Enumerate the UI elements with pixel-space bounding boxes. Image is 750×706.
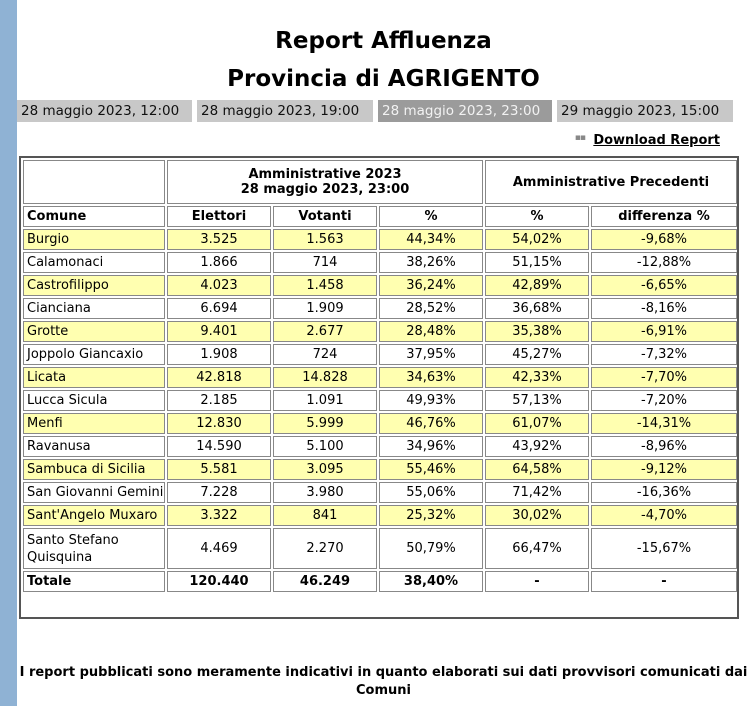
table-row — [23, 482, 737, 503]
disclaimer-text: I report pubblicati sono meramente indicativi in quanto elaborati sui dati provvisori comunicati dai Comuni — [19, 665, 748, 698]
cell-difference: -12,88% — [591, 252, 737, 273]
cell-elettori: 14.590 — [167, 436, 271, 457]
cell-comune: Castrofilippo — [23, 275, 165, 296]
download-area — [575, 133, 720, 148]
download-report-link[interactable]: Download Report — [593, 133, 720, 148]
table-column-header — [23, 206, 737, 227]
cell-comune: Calamonaci — [23, 252, 165, 273]
cell-percent-previous: 42,33% — [485, 367, 589, 388]
table-row — [23, 321, 737, 342]
cell-votanti: 2.677 — [273, 321, 377, 342]
cell-percent-previous: 36,68% — [485, 298, 589, 319]
col-votanti: Votanti — [273, 206, 377, 227]
blank-header-cell — [23, 160, 165, 204]
cell-votanti: 1.909 — [273, 298, 377, 319]
col-elettori: Elettori — [167, 206, 271, 227]
table-row — [23, 459, 737, 480]
table-row — [23, 252, 737, 273]
cell-elettori: 4.023 — [167, 275, 271, 296]
cell-votanti: 724 — [273, 344, 377, 365]
cell-percent-previous: 61,07% — [485, 413, 589, 434]
total-label: Totale — [23, 571, 165, 592]
table-row — [23, 528, 737, 569]
cell-votanti: 714 — [273, 252, 377, 273]
cell-comune: Grotte — [23, 321, 165, 342]
results-table — [21, 158, 739, 594]
cell-votanti: 1.458 — [273, 275, 377, 296]
cell-votanti: 3.980 — [273, 482, 377, 503]
table-group-header — [23, 160, 737, 204]
previous-election-header: Amministrative Precedenti — [485, 160, 737, 204]
cell-percent: 25,32% — [379, 505, 483, 526]
cell-percent: 38,26% — [379, 252, 483, 273]
results-table-frame — [19, 156, 739, 619]
cell-comune: Cianciana — [23, 298, 165, 319]
cell-difference: -6,91% — [591, 321, 737, 342]
cell-elettori: 7.228 — [167, 482, 271, 503]
cell-percent-previous: 45,27% — [485, 344, 589, 365]
cell-elettori: 2.185 — [167, 390, 271, 411]
cell-comune: Licata — [23, 367, 165, 388]
cell-votanti: 5.999 — [273, 413, 377, 434]
cell-difference: -4,70% — [591, 505, 737, 526]
table-body — [23, 229, 737, 569]
tab-23-00[interactable]: 28 maggio 2023, 23:00 — [378, 100, 552, 122]
cell-elettori: 3.525 — [167, 229, 271, 250]
col-percent-previous: % — [485, 206, 589, 227]
cell-percent-previous: 66,47% — [485, 528, 589, 569]
cell-difference: -15,67% — [591, 528, 737, 569]
cell-comune: Ravanusa — [23, 436, 165, 457]
cell-votanti: 841 — [273, 505, 377, 526]
cell-elettori: 3.322 — [167, 505, 271, 526]
cell-percent: 34,96% — [379, 436, 483, 457]
cell-percent-previous: 71,42% — [485, 482, 589, 503]
cell-elettori: 1.866 — [167, 252, 271, 273]
cell-percent-previous: 54,02% — [485, 229, 589, 250]
cell-percent: 55,46% — [379, 459, 483, 480]
table-row — [23, 390, 737, 411]
col-difference: differenza % — [591, 206, 737, 227]
cell-comune: Sambuca di Sicilia — [23, 459, 165, 480]
total-votanti: 46.249 — [273, 571, 377, 592]
table-row — [23, 229, 737, 250]
cell-difference: -8,16% — [591, 298, 737, 319]
cell-elettori: 42.818 — [167, 367, 271, 388]
cell-percent: 36,24% — [379, 275, 483, 296]
total-percent: 38,40% — [379, 571, 483, 592]
time-tabs — [17, 100, 750, 122]
current-election-header — [167, 160, 483, 204]
cell-comune: Santo Stefano Quisquina — [23, 528, 165, 569]
cell-votanti: 14.828 — [273, 367, 377, 388]
cell-votanti: 1.091 — [273, 390, 377, 411]
cell-votanti: 5.100 — [273, 436, 377, 457]
current-election-date: 28 maggio 2023, 23:00 — [240, 182, 410, 197]
cell-elettori: 4.469 — [167, 528, 271, 569]
page-title: Report Affluenza — [275, 28, 492, 54]
cell-comune: San Giovanni Gemini — [23, 482, 165, 503]
cell-elettori: 9.401 — [167, 321, 271, 342]
download-icon: ▪▪ — [574, 133, 585, 143]
cell-comune: Menfi — [23, 413, 165, 434]
cell-percent: 34,63% — [379, 367, 483, 388]
cell-difference: -8,96% — [591, 436, 737, 457]
cell-percent: 28,52% — [379, 298, 483, 319]
cell-percent: 28,48% — [379, 321, 483, 342]
total-percent-previous: - — [485, 571, 589, 592]
cell-votanti: 3.095 — [273, 459, 377, 480]
tab-12-00[interactable]: 28 maggio 2023, 12:00 — [17, 100, 192, 122]
table-row — [23, 298, 737, 319]
cell-votanti: 2.270 — [273, 528, 377, 569]
cell-difference: -14,31% — [591, 413, 737, 434]
table-row — [23, 413, 737, 434]
cell-difference: -7,20% — [591, 390, 737, 411]
tab-19-00[interactable]: 28 maggio 2023, 19:00 — [197, 100, 373, 122]
cell-percent-previous: 51,15% — [485, 252, 589, 273]
cell-percent-previous: 43,92% — [485, 436, 589, 457]
cell-difference: -9,68% — [591, 229, 737, 250]
cell-difference: -7,32% — [591, 344, 737, 365]
tab-15-00[interactable]: 29 maggio 2023, 15:00 — [557, 100, 733, 122]
cell-percent-previous: 30,02% — [485, 505, 589, 526]
col-comune: Comune — [23, 206, 165, 227]
total-difference: - — [591, 571, 737, 592]
cell-difference: -7,70% — [591, 367, 737, 388]
cell-difference: -9,12% — [591, 459, 737, 480]
cell-percent: 55,06% — [379, 482, 483, 503]
report-page — [17, 0, 750, 706]
cell-comune: Burgio — [23, 229, 165, 250]
cell-percent: 50,79% — [379, 528, 483, 569]
cell-percent: 44,34% — [379, 229, 483, 250]
cell-elettori: 12.830 — [167, 413, 271, 434]
table-row — [23, 275, 737, 296]
table-row — [23, 505, 737, 526]
cell-percent-previous: 35,38% — [485, 321, 589, 342]
cell-comune: Sant'Angelo Muxaro — [23, 505, 165, 526]
current-election-title: Amministrative 2023 — [248, 167, 402, 182]
table-row — [23, 367, 737, 388]
cell-comune: Lucca Sicula — [23, 390, 165, 411]
page-subtitle: Provincia di AGRIGENTO — [227, 66, 540, 92]
cell-percent-previous: 64,58% — [485, 459, 589, 480]
cell-percent: 46,76% — [379, 413, 483, 434]
table-row — [23, 344, 737, 365]
cell-percent-previous: 57,13% — [485, 390, 589, 411]
cell-difference: -6,65% — [591, 275, 737, 296]
left-accent-bar — [0, 0, 17, 706]
total-elettori: 120.440 — [167, 571, 271, 592]
cell-percent-previous: 42,89% — [485, 275, 589, 296]
cell-difference: -16,36% — [591, 482, 737, 503]
table-row — [23, 436, 737, 457]
cell-percent: 37,95% — [379, 344, 483, 365]
cell-elettori: 6.694 — [167, 298, 271, 319]
cell-percent: 49,93% — [379, 390, 483, 411]
cell-comune: Joppolo Giancaxio — [23, 344, 165, 365]
cell-elettori: 5.581 — [167, 459, 271, 480]
col-percent-current: % — [379, 206, 483, 227]
cell-votanti: 1.563 — [273, 229, 377, 250]
cell-elettori: 1.908 — [167, 344, 271, 365]
total-row — [23, 571, 737, 592]
